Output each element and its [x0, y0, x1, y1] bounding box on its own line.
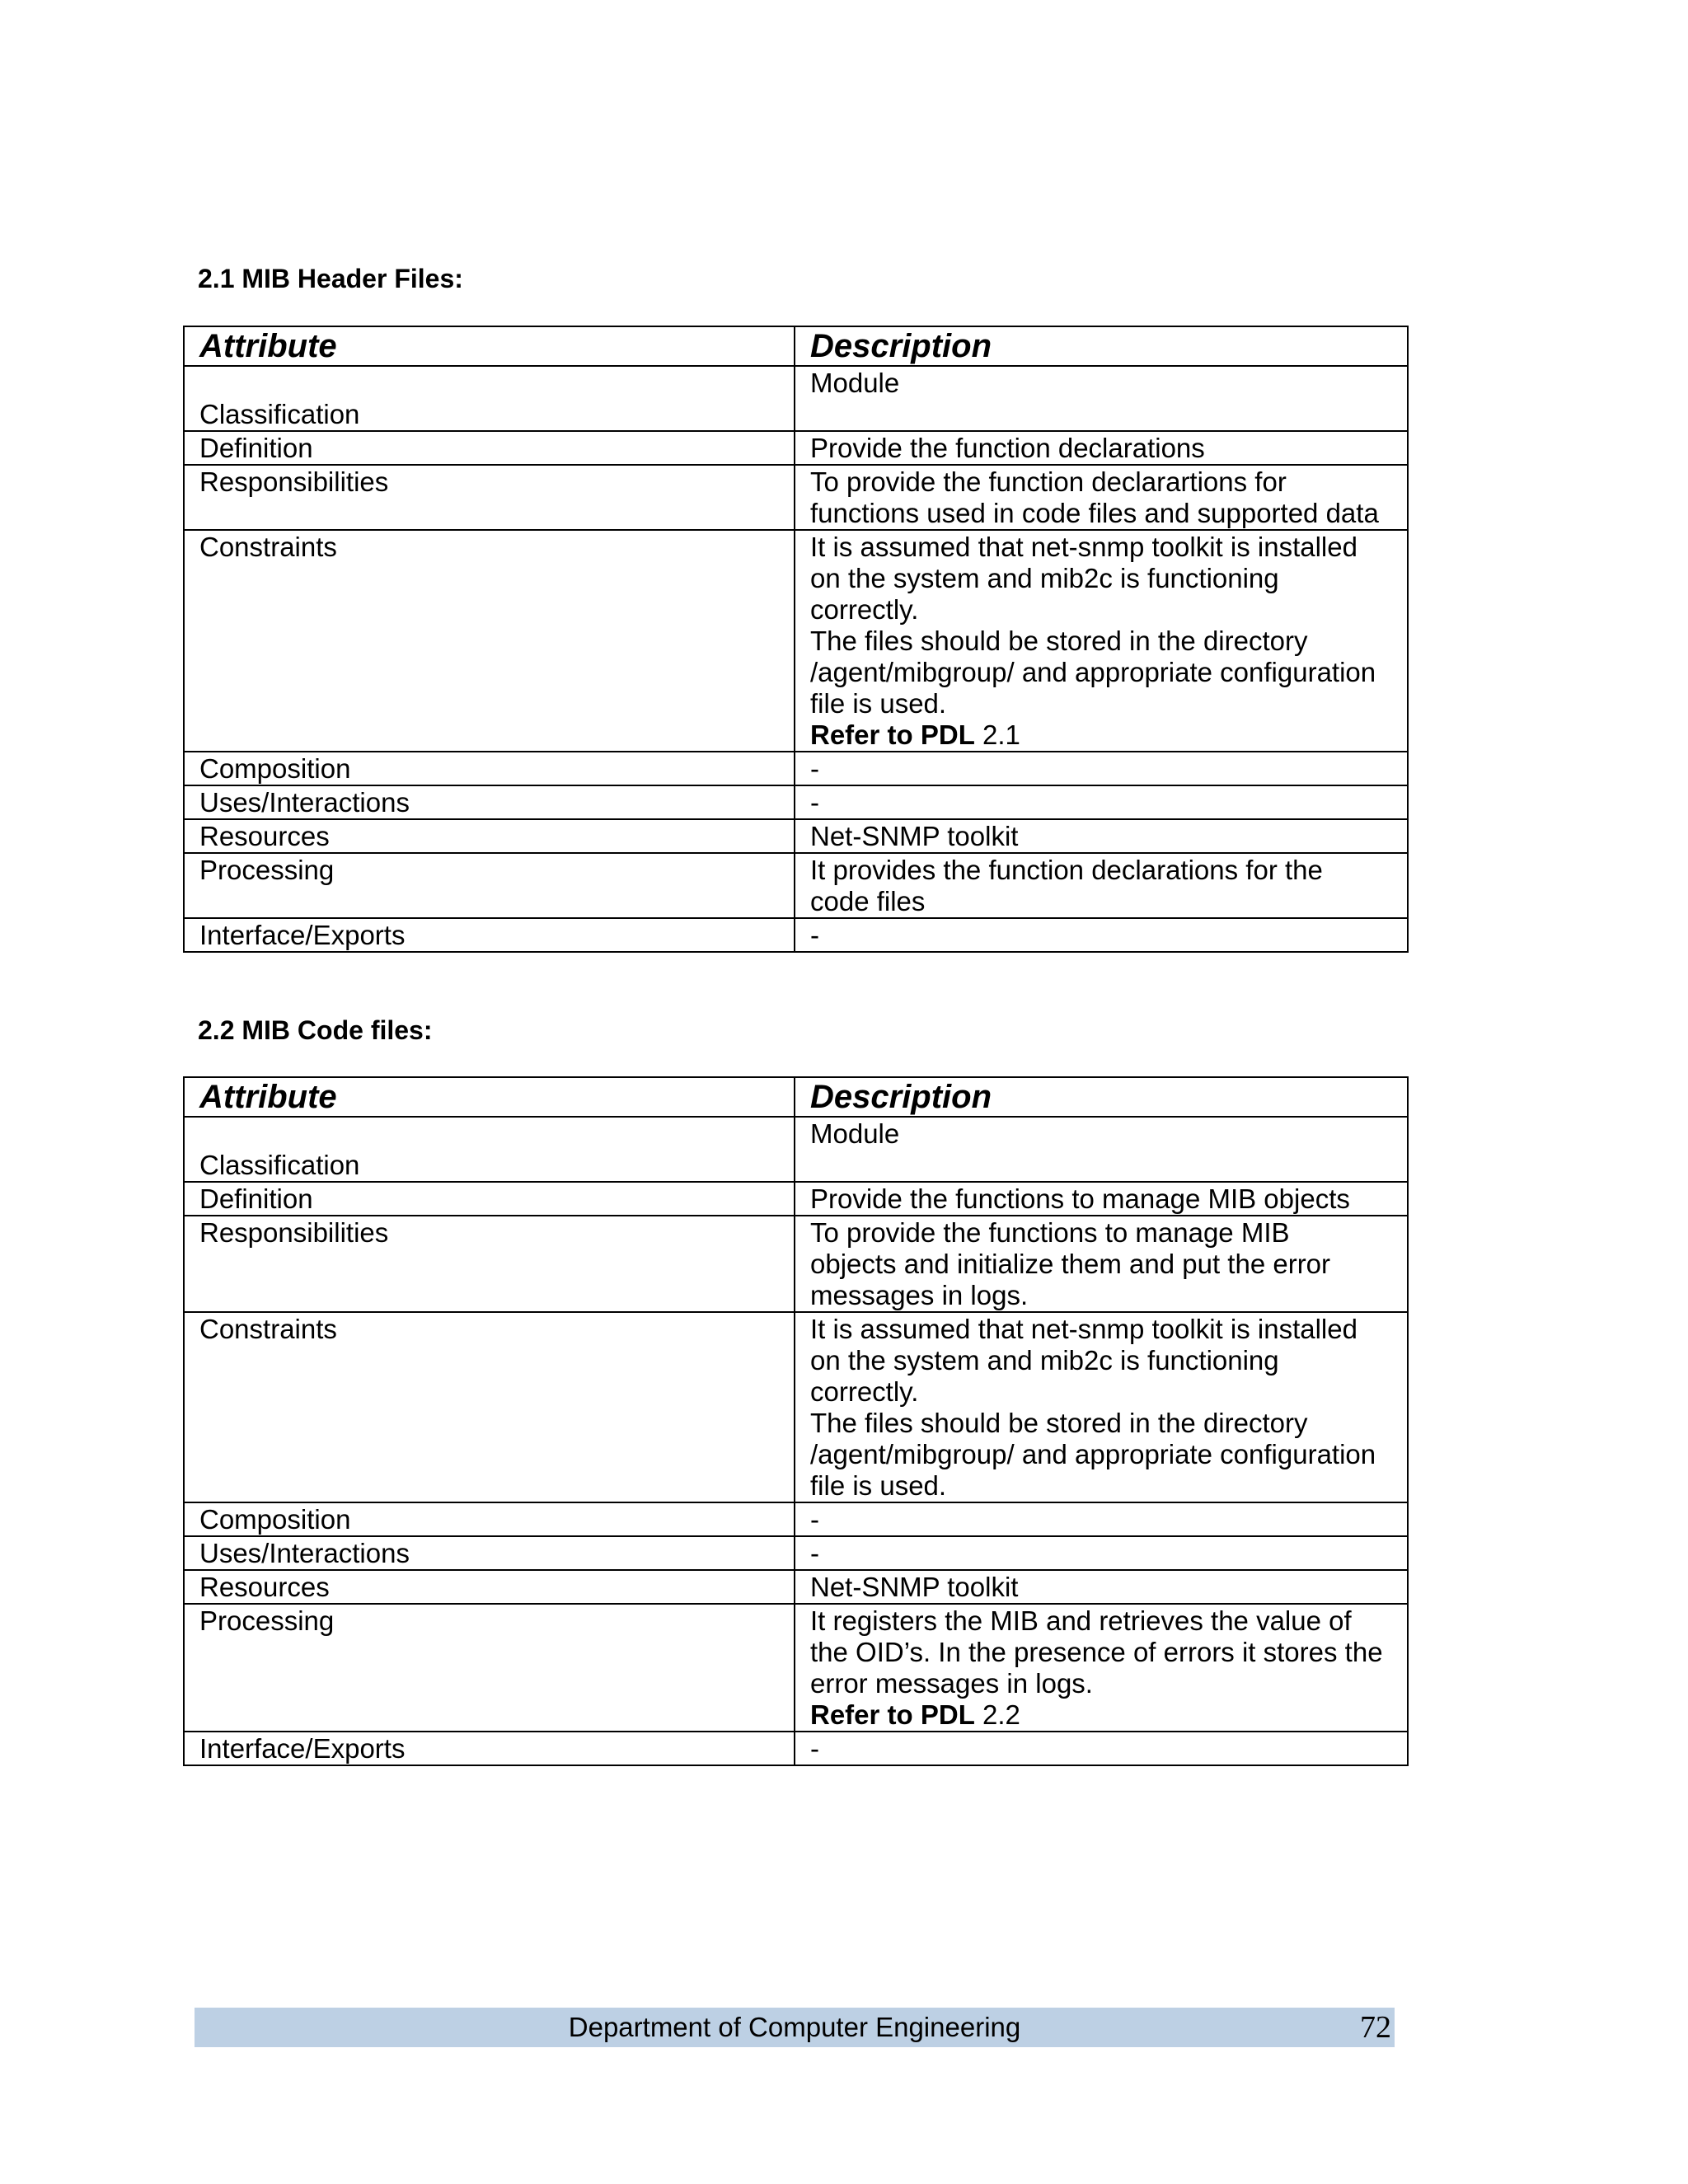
- description-cell: [795, 431, 1408, 465]
- description-line: -: [810, 753, 819, 784]
- description-cell: [795, 1732, 1408, 1765]
- description-cell: [795, 1536, 1408, 1570]
- table-row: [184, 530, 1408, 752]
- mib-header-files-table: [183, 326, 1409, 953]
- table-row: [184, 1502, 1408, 1536]
- description-line: Net-SNMP toolkit: [810, 1572, 1019, 1602]
- table-header-row: [184, 1077, 1408, 1117]
- description-line: -: [810, 920, 819, 950]
- table-row: [184, 1312, 1408, 1502]
- mib-code-files-table: [183, 1076, 1409, 1766]
- table-row: [184, 431, 1408, 465]
- attribute-cell: Interface/Exports: [184, 918, 795, 952]
- description-line: Provide the function declarations: [810, 433, 1205, 463]
- pdl-reference-label: Refer to PDL: [810, 719, 975, 750]
- description-cell: [795, 1502, 1408, 1536]
- pdl-reference: [810, 719, 1392, 751]
- description-cell: [795, 1312, 1408, 1502]
- attribute-column-header: Attribute: [184, 1077, 795, 1117]
- description-line: /agent/mibgroup/ and appropriate configuration: [810, 657, 1376, 687]
- attribute-cell: Composition: [184, 1502, 795, 1536]
- description-line: -: [810, 787, 819, 818]
- table-row: [184, 366, 1408, 431]
- description-cell: [795, 752, 1408, 785]
- attribute-cell: Interface/Exports: [184, 1732, 795, 1765]
- table-row: [184, 1604, 1408, 1732]
- description-line: file is used.: [810, 688, 947, 719]
- table-row: [184, 1536, 1408, 1570]
- description-line: code files: [810, 886, 926, 916]
- attribute-cell: Classification: [184, 366, 795, 431]
- description-line: To provide the function declarartions for: [810, 466, 1287, 497]
- description-line: It is assumed that net-snmp toolkit is installed: [810, 1314, 1357, 1344]
- description-cell: [795, 1604, 1408, 1732]
- attribute-cell: Definition: [184, 431, 795, 465]
- attribute-cell: Uses/Interactions: [184, 1536, 795, 1570]
- description-line: on the system and mib2c is functioning: [810, 1345, 1279, 1376]
- description-cell: [795, 1117, 1408, 1182]
- description-cell: [795, 918, 1408, 952]
- description-line: It provides the function declarations for the: [810, 855, 1323, 885]
- description-line: It is assumed that net-snmp toolkit is installed: [810, 532, 1357, 562]
- description-line: The files should be stored in the directory: [810, 626, 1308, 656]
- attribute-cell: Processing: [184, 1604, 795, 1732]
- table-row: [184, 1216, 1408, 1312]
- table-row: [184, 785, 1408, 819]
- description-line: Module: [810, 1118, 900, 1149]
- footer-department: Department of Computer Engineering: [568, 2012, 1021, 2042]
- attribute-cell: Definition: [184, 1182, 795, 1216]
- attribute-cell: Uses/Interactions: [184, 785, 795, 819]
- pdl-reference-value: 2.2: [974, 1699, 1020, 1730]
- table-row: [184, 1182, 1408, 1216]
- table-header-row: [184, 326, 1408, 366]
- description-cell: [795, 465, 1408, 530]
- description-line: -: [810, 1538, 819, 1568]
- description-column-header: Description: [795, 1077, 1408, 1117]
- section-title-mib-code-files: 2.2 MIB Code files:: [198, 1015, 433, 1045]
- pdl-reference-label: Refer to PDL: [810, 1699, 975, 1730]
- description-line: on the system and mib2c is functioning: [810, 563, 1279, 593]
- table-row: [184, 853, 1408, 918]
- description-cell: [795, 819, 1408, 853]
- attribute-column-header: Attribute: [184, 326, 795, 366]
- attribute-cell: Responsibilities: [184, 465, 795, 530]
- table-row: [184, 1117, 1408, 1182]
- description-line: objects and initialize them and put the error: [810, 1249, 1331, 1279]
- description-line: /agent/mibgroup/ and appropriate configuration: [810, 1439, 1376, 1469]
- description-cell: [795, 1570, 1408, 1604]
- attribute-cell: Constraints: [184, 1312, 795, 1502]
- attribute-cell: Responsibilities: [184, 1216, 795, 1312]
- table-row: [184, 1732, 1408, 1765]
- description-line: Module: [810, 368, 900, 398]
- description-line: It registers the MIB and retrieves the value of: [810, 1605, 1352, 1636]
- table-row: [184, 1570, 1408, 1604]
- description-line: correctly.: [810, 594, 919, 625]
- attribute-cell: Processing: [184, 853, 795, 918]
- attribute-cell: Classification: [184, 1117, 795, 1182]
- description-line: To provide the functions to manage MIB: [810, 1217, 1290, 1248]
- section-title-mib-header-files: 2.1 MIB Header Files:: [198, 264, 463, 293]
- description-line: Provide the functions to manage MIB objects: [810, 1183, 1350, 1214]
- description-cell: [795, 1182, 1408, 1216]
- description-line: file is used.: [810, 1470, 947, 1501]
- description-line: error messages in logs.: [810, 1668, 1093, 1699]
- description-cell: [795, 785, 1408, 819]
- attribute-cell: Resources: [184, 1570, 795, 1604]
- table-row: [184, 819, 1408, 853]
- description-line: The files should be stored in the directory: [810, 1408, 1308, 1438]
- footer-bar: [195, 2008, 1395, 2047]
- description-cell: [795, 853, 1408, 918]
- pdl-reference-value: 2.1: [974, 719, 1020, 750]
- description-cell: [795, 1216, 1408, 1312]
- description-line: functions used in code files and supported data: [810, 498, 1379, 528]
- description-cell: [795, 530, 1408, 752]
- description-line: the OID’s. In the presence of errors it stores the: [810, 1637, 1383, 1667]
- description-line: -: [810, 1504, 819, 1535]
- description-line: correctly.: [810, 1376, 919, 1407]
- description-column-header: Description: [795, 326, 1408, 366]
- table-row: [184, 752, 1408, 785]
- description-line: Net-SNMP toolkit: [810, 821, 1019, 851]
- attribute-cell: Composition: [184, 752, 795, 785]
- table-row: [184, 918, 1408, 952]
- table-row: [184, 465, 1408, 530]
- attribute-cell: Resources: [184, 819, 795, 853]
- description-line: messages in logs.: [810, 1280, 1029, 1310]
- pdl-reference: [810, 1699, 1392, 1731]
- description-cell: [795, 366, 1408, 431]
- page-number: 72: [1360, 2010, 1391, 2045]
- description-line: -: [810, 1733, 819, 1764]
- attribute-cell: Constraints: [184, 530, 795, 752]
